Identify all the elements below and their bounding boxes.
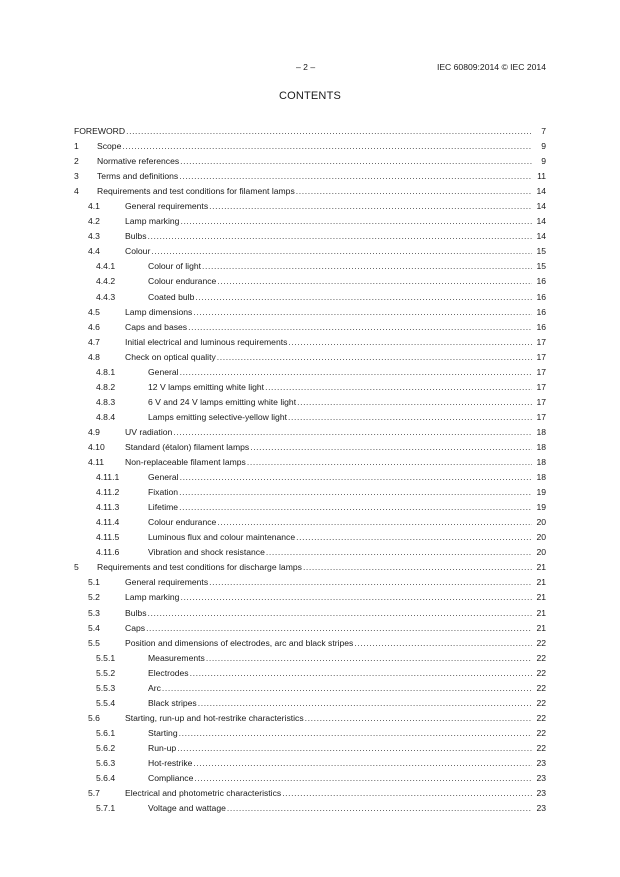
toc-entry-title[interactable]: UV radiation	[125, 425, 173, 440]
toc-entry-title[interactable]: Coated bulb	[148, 290, 195, 305]
toc-entry-title[interactable]: Bulbs	[125, 606, 148, 621]
toc-entry-title-wrap	[74, 124, 532, 139]
dot-leader	[194, 771, 532, 786]
toc-entry[interactable]	[74, 350, 546, 365]
toc-entry-title-wrap	[148, 756, 532, 771]
dot-leader	[227, 801, 532, 816]
toc-entry[interactable]	[74, 169, 546, 184]
toc-entry-number: 4.5	[88, 306, 100, 317]
toc-entry-title[interactable]: Terms and definitions	[97, 169, 179, 184]
toc-entry[interactable]	[74, 139, 546, 154]
toc-entry-title[interactable]: Non-replaceable filament lamps	[125, 455, 247, 470]
toc-entry-number: 4.11.1	[96, 472, 120, 483]
toc-entry-title[interactable]: Electrodes	[148, 666, 190, 681]
toc-entry-page: 23	[536, 803, 546, 814]
toc-entry[interactable]	[74, 395, 546, 410]
toc-entry-title[interactable]: Hot-restrike	[148, 756, 193, 771]
toc-entry-title-wrap	[125, 350, 532, 365]
toc-entry-page: 22	[536, 682, 546, 693]
toc-entry-title[interactable]: Colour endurance	[148, 515, 217, 530]
dot-leader	[126, 124, 532, 139]
toc-entry-page: 14	[536, 201, 546, 212]
toc-entry-title[interactable]: General requirements	[125, 199, 209, 214]
toc-entry-title[interactable]: Caps	[125, 621, 146, 636]
toc-entry-title[interactable]: Arc	[148, 681, 162, 696]
toc-entry-title[interactable]: Luminous flux and colour maintenance	[148, 530, 296, 545]
toc-entry-title-wrap	[97, 139, 532, 154]
toc-entry[interactable]	[74, 696, 546, 711]
toc-entry-title-wrap	[148, 290, 532, 305]
toc-entry-title[interactable]: General	[148, 365, 180, 380]
toc-entry[interactable]	[74, 199, 546, 214]
toc-entry-title-wrap	[148, 801, 532, 816]
toc-entry[interactable]	[74, 711, 546, 726]
toc-entry-title[interactable]: Fixation	[148, 485, 179, 500]
toc-entry-page: 15	[536, 261, 546, 272]
toc-entry-title[interactable]: General requirements	[125, 575, 209, 590]
toc-entry-page: 16	[536, 321, 546, 332]
toc-entry-number: 5.2	[88, 592, 100, 603]
toc-entry-title[interactable]: Lamp marking	[125, 214, 180, 229]
dot-leader	[148, 229, 533, 244]
toc-entry-title-wrap	[148, 515, 532, 530]
dot-leader	[195, 290, 532, 305]
toc-entry-number: 4.8.4	[96, 411, 116, 422]
toc-entry-title-wrap	[148, 410, 532, 425]
toc-entry-number: 4.8.3	[96, 396, 116, 407]
toc-entry[interactable]	[74, 320, 546, 335]
toc-entry[interactable]	[74, 335, 546, 350]
toc-entry-title[interactable]: Colour endurance	[148, 274, 217, 289]
dot-leader	[296, 530, 532, 545]
toc-entry-page: 20	[536, 532, 546, 543]
dot-leader	[190, 666, 532, 681]
toc-entry-title[interactable]: Compliance	[148, 771, 194, 786]
toc-entry-number: 4.2	[88, 216, 100, 227]
toc-entry-page: 23	[536, 788, 546, 799]
toc-entry-number: 5.7.1	[96, 803, 116, 814]
toc-entry[interactable]	[74, 651, 546, 666]
dot-leader	[202, 259, 532, 274]
dot-leader	[206, 651, 532, 666]
toc-entry-number: 5.5	[88, 637, 100, 648]
toc-entry-number: 4.9	[88, 426, 100, 437]
toc-entry-page: 18	[536, 472, 546, 483]
dot-leader	[250, 440, 532, 455]
toc-entry-page: 23	[536, 757, 546, 768]
toc-entry-page: 22	[536, 697, 546, 708]
toc-entry-number: 5.5.1	[96, 652, 116, 663]
toc-entry-page: 23	[536, 773, 546, 784]
toc-entry[interactable]	[74, 244, 546, 259]
toc-entry-page: 18	[536, 457, 546, 468]
dot-leader	[266, 545, 532, 560]
toc-entry-title-wrap	[97, 154, 532, 169]
toc-entry-page: 9	[541, 141, 546, 152]
toc-entry[interactable]	[74, 606, 546, 621]
toc-entry-title-wrap	[148, 485, 532, 500]
toc-entry[interactable]	[74, 229, 546, 244]
toc-entry-title[interactable]: Lifetime	[148, 500, 179, 515]
toc-entry-title-wrap	[148, 651, 532, 666]
toc-entry[interactable]	[74, 681, 546, 696]
toc-entry-number: 5.7	[88, 788, 100, 799]
toc-entry-title[interactable]: Bulbs	[125, 229, 148, 244]
toc-entry-title[interactable]: Vibration and shock resistance	[148, 545, 266, 560]
toc-entry-number: 4.11.2	[96, 487, 120, 498]
toc-entry-title[interactable]: Colour	[125, 244, 151, 259]
toc-entry-title[interactable]: Black stripes	[148, 696, 198, 711]
toc-entry-title[interactable]: Scope	[97, 139, 122, 154]
page-number: – 2 –	[296, 62, 316, 72]
toc-entry-page: 7	[541, 126, 546, 136]
toc-entry-title-wrap	[148, 470, 532, 485]
toc-entry-page: 21	[536, 622, 546, 633]
dot-leader	[180, 154, 532, 169]
toc-entry-title-wrap	[148, 259, 532, 274]
toc-entry-title[interactable]: Standard (étalon) filament lamps	[125, 440, 250, 455]
toc-entry-page: 17	[536, 366, 546, 377]
toc-entry-number: 5	[74, 562, 79, 573]
toc-entry-title[interactable]: Normative references	[97, 154, 180, 169]
toc-entry-number: 5.4	[88, 622, 100, 633]
toc-entry-page: 16	[536, 306, 546, 317]
toc-entry-page: 22	[536, 727, 546, 738]
toc-entry-title-wrap	[148, 696, 532, 711]
toc-entry-title-wrap	[148, 395, 532, 410]
toc-entry-number: 4.8.2	[96, 381, 116, 392]
dot-leader	[265, 380, 532, 395]
dot-leader	[193, 756, 532, 771]
toc-entry-title-wrap	[148, 726, 532, 741]
toc-entry[interactable]	[74, 425, 546, 440]
toc-entry[interactable]	[74, 786, 546, 801]
toc-entry-title-wrap	[125, 621, 532, 636]
toc-entry-number: 3	[74, 171, 79, 182]
toc-entry-title[interactable]: Starting	[148, 726, 179, 741]
toc-entry-title-wrap	[148, 380, 532, 395]
dot-leader	[296, 184, 532, 199]
dot-leader	[173, 425, 532, 440]
dot-leader	[217, 515, 532, 530]
toc-entry-page: 15	[536, 246, 546, 257]
toc-entry[interactable]	[74, 500, 546, 515]
toc-entry-title[interactable]: Check on optical quality	[125, 350, 217, 365]
toc-entry-title-wrap	[125, 305, 532, 320]
page-header	[0, 62, 620, 76]
dot-leader	[198, 696, 532, 711]
dot-leader	[179, 169, 532, 184]
toc-entry[interactable]	[74, 440, 546, 455]
toc-entry[interactable]	[74, 771, 546, 786]
dot-leader	[179, 726, 532, 741]
toc-entry-title[interactable]: Requirements and test conditions for discharge lamps	[97, 560, 303, 575]
toc-entry-title-wrap	[125, 636, 532, 651]
toc-entry-page: 17	[536, 396, 546, 407]
toc-entry-page: 22	[536, 742, 546, 753]
toc-entry-number: 4.11.4	[96, 517, 120, 528]
dot-leader	[288, 335, 532, 350]
toc-entry[interactable]	[74, 274, 546, 289]
toc-entry-page: 11	[537, 171, 546, 182]
toc-entry-title-wrap	[148, 500, 532, 515]
toc-entry-title-wrap	[148, 545, 532, 560]
toc-entry-title-wrap	[148, 530, 532, 545]
toc-entry-number: 5.5.2	[96, 667, 116, 678]
toc-entry[interactable]	[74, 410, 546, 425]
toc-entry-page: 19	[536, 502, 546, 513]
toc-entry-number: 5.6.4	[96, 773, 116, 784]
toc-entry-title[interactable]: Measurements	[148, 651, 206, 666]
toc-entry[interactable]	[74, 666, 546, 681]
toc-entry-number: 4.8	[88, 351, 100, 362]
toc-entry-number: 4.4.1	[96, 261, 116, 272]
toc-entry-number: 5.6.1	[96, 727, 116, 738]
toc-entry-title-wrap	[125, 244, 532, 259]
toc-entry-title[interactable]: Position and dimensions of electrodes, arc and black stripes	[125, 636, 354, 651]
toc-entry-title-wrap	[148, 365, 532, 380]
toc-entry-title-wrap	[148, 741, 532, 756]
dot-leader	[247, 455, 532, 470]
toc-entry-title[interactable]: Lamp dimensions	[125, 305, 193, 320]
toc-entry-page: 17	[536, 381, 546, 392]
toc-entry-page: 19	[536, 487, 546, 498]
toc-entry[interactable]	[74, 305, 546, 320]
toc-entry-page: 16	[536, 291, 546, 302]
toc-entry-page: 9	[541, 156, 546, 167]
toc-entry-title[interactable]: Caps and bases	[125, 320, 188, 335]
toc-entry-number: 4.4.2	[96, 276, 116, 287]
toc-entry[interactable]	[74, 365, 546, 380]
toc-entry[interactable]	[74, 741, 546, 756]
toc-entry-number: 4	[74, 186, 79, 197]
toc-entry-title-wrap	[125, 335, 532, 350]
toc-entry-title-wrap	[148, 771, 532, 786]
toc-entry-title-wrap	[125, 425, 532, 440]
toc-entry-title[interactable]: Colour of light	[148, 259, 202, 274]
toc-entry[interactable]	[74, 801, 546, 816]
toc-entry-page: 18	[536, 441, 546, 452]
toc-entry[interactable]	[74, 455, 546, 470]
toc-entry-title[interactable]: 12 V lamps emitting white light	[148, 380, 265, 395]
dot-leader	[122, 139, 532, 154]
dot-leader	[148, 606, 533, 621]
dot-leader	[151, 244, 532, 259]
toc-entry[interactable]	[74, 470, 546, 485]
toc-entry-page: 22	[536, 637, 546, 648]
document-reference: IEC 60809:2014 © IEC 2014	[436, 62, 546, 72]
toc-entry-number: 4.6	[88, 321, 100, 332]
toc-entry[interactable]	[74, 726, 546, 741]
toc-entry-title[interactable]: Requirements and test conditions for filament lamps	[97, 184, 296, 199]
toc-entry-number: 4.11.5	[96, 532, 120, 543]
toc-entry-title[interactable]: Lamp marking	[125, 590, 180, 605]
toc-entry-title[interactable]: Initial electrical and luminous requirements	[125, 335, 288, 350]
toc-entry-number: 5.6	[88, 712, 100, 723]
toc-entry-number: 5.5.4	[96, 697, 116, 708]
toc-entry[interactable]	[74, 380, 546, 395]
dot-leader	[217, 350, 532, 365]
toc-entry[interactable]	[74, 545, 546, 560]
toc-entry[interactable]	[74, 636, 546, 651]
toc-entry-title-wrap	[125, 455, 532, 470]
toc-entry-title-wrap	[125, 320, 532, 335]
toc-entry-page: 17	[536, 351, 546, 362]
toc-entry[interactable]	[74, 124, 546, 139]
toc-entry-title[interactable]: Run-up	[148, 741, 177, 756]
dot-leader	[288, 410, 532, 425]
toc-entry[interactable]	[74, 590, 546, 605]
toc-entry-number: 4.11	[88, 457, 105, 468]
dot-leader	[162, 681, 532, 696]
dot-leader	[180, 590, 532, 605]
toc-entry-number: 5.5.3	[96, 682, 116, 693]
dot-leader	[146, 621, 532, 636]
toc-entry-title[interactable]: General	[148, 470, 180, 485]
contents-title: CONTENTS	[278, 90, 342, 102]
toc-entry-title-wrap	[97, 560, 532, 575]
toc-entry-number: 4.8.1	[96, 366, 116, 377]
toc-entry[interactable]	[74, 575, 546, 590]
dot-leader	[209, 575, 532, 590]
toc-entry-page: 22	[536, 667, 546, 678]
toc-entry-title-wrap	[148, 274, 532, 289]
toc-entry-title[interactable]: 6 V and 24 V lamps emitting white light	[148, 395, 297, 410]
toc-entry-page: 22	[536, 712, 546, 723]
toc-entry-number: 5.6.2	[96, 742, 116, 753]
toc-entry-title-wrap	[148, 666, 532, 681]
toc-entry-title[interactable]: Voltage and wattage	[148, 801, 227, 816]
toc-entry-title-wrap	[125, 229, 532, 244]
dot-leader	[297, 395, 532, 410]
dot-leader	[188, 320, 532, 335]
toc-entry-page: 21	[536, 592, 546, 603]
toc-entry-page: 22	[536, 652, 546, 663]
toc-entry-number: 5.6.3	[96, 757, 116, 768]
toc-entry[interactable]	[74, 259, 546, 274]
toc-entry-page: 14	[536, 186, 546, 197]
dot-leader	[303, 560, 532, 575]
toc-entry[interactable]	[74, 530, 546, 545]
toc-entry-title-wrap	[125, 575, 532, 590]
toc-entry-page: 21	[536, 607, 546, 618]
dot-leader	[305, 711, 532, 726]
toc-entry[interactable]	[74, 214, 546, 229]
toc-entry-number: 4.3	[88, 231, 100, 242]
toc-entry-title-wrap	[97, 184, 532, 199]
toc-entry-page: 20	[536, 517, 546, 528]
toc-entry[interactable]	[74, 560, 546, 575]
toc-entry-title-wrap	[125, 440, 532, 455]
toc-entry-number: 4.11.6	[96, 547, 120, 558]
toc-entry[interactable]	[74, 184, 546, 199]
toc-entry-title-wrap	[125, 590, 532, 605]
toc-entry-title-wrap	[125, 199, 532, 214]
toc-entry-number: 4.10	[88, 441, 105, 452]
table-of-contents	[74, 124, 546, 816]
toc-entry-page: 20	[536, 547, 546, 558]
toc-entry[interactable]	[74, 485, 546, 500]
dot-leader	[354, 636, 532, 651]
toc-entry-page: 18	[536, 426, 546, 437]
toc-entry-number: 4.4.3	[96, 291, 116, 302]
toc-entry[interactable]	[74, 621, 546, 636]
toc-entry-page: 21	[536, 577, 546, 588]
dot-leader	[179, 500, 532, 515]
toc-entry-number: 4.1	[88, 201, 100, 212]
toc-entry-page: 17	[536, 411, 546, 422]
toc-entry-title[interactable]: Electrical and photometric characteristics	[125, 786, 282, 801]
toc-entry[interactable]	[74, 290, 546, 305]
toc-entry-page: 14	[536, 231, 546, 242]
toc-entry-page: 21	[536, 562, 546, 573]
dot-leader	[179, 485, 532, 500]
toc-entry-title-wrap	[125, 606, 532, 621]
toc-entry-title-wrap	[148, 681, 532, 696]
toc-entry[interactable]	[74, 756, 546, 771]
dot-leader	[209, 199, 532, 214]
toc-entry-page: 17	[536, 336, 546, 347]
toc-entry-title-wrap	[125, 786, 532, 801]
toc-entry-title[interactable]: Starting, run-up and hot-restrike characteristics	[125, 711, 305, 726]
dot-leader	[282, 786, 532, 801]
dot-leader	[180, 214, 532, 229]
dot-leader	[217, 274, 532, 289]
toc-entry-number: 4.7	[88, 336, 100, 347]
toc-entry-number: 4.4	[88, 246, 100, 257]
toc-entry[interactable]	[74, 154, 546, 169]
toc-entry-title[interactable]: FOREWORD	[74, 124, 126, 139]
toc-entry-number: 4.11.3	[96, 502, 120, 513]
toc-entry-number: 5.3	[88, 607, 100, 618]
toc-entry-title-wrap	[97, 169, 532, 184]
dot-leader	[180, 365, 532, 380]
toc-entry-number: 2	[74, 156, 79, 167]
toc-entry-title-wrap	[125, 711, 532, 726]
toc-entry-title-wrap	[125, 214, 532, 229]
toc-entry-number: 1	[74, 141, 79, 152]
dot-leader	[193, 305, 532, 320]
toc-entry-number: 5.1	[88, 577, 100, 588]
toc-entry-title[interactable]: Lamps emitting selective-yellow light	[148, 410, 288, 425]
dot-leader	[177, 741, 532, 756]
toc-entry-page: 14	[536, 216, 546, 227]
dot-leader	[180, 470, 532, 485]
toc-entry[interactable]	[74, 515, 546, 530]
toc-entry-page: 16	[536, 276, 546, 287]
